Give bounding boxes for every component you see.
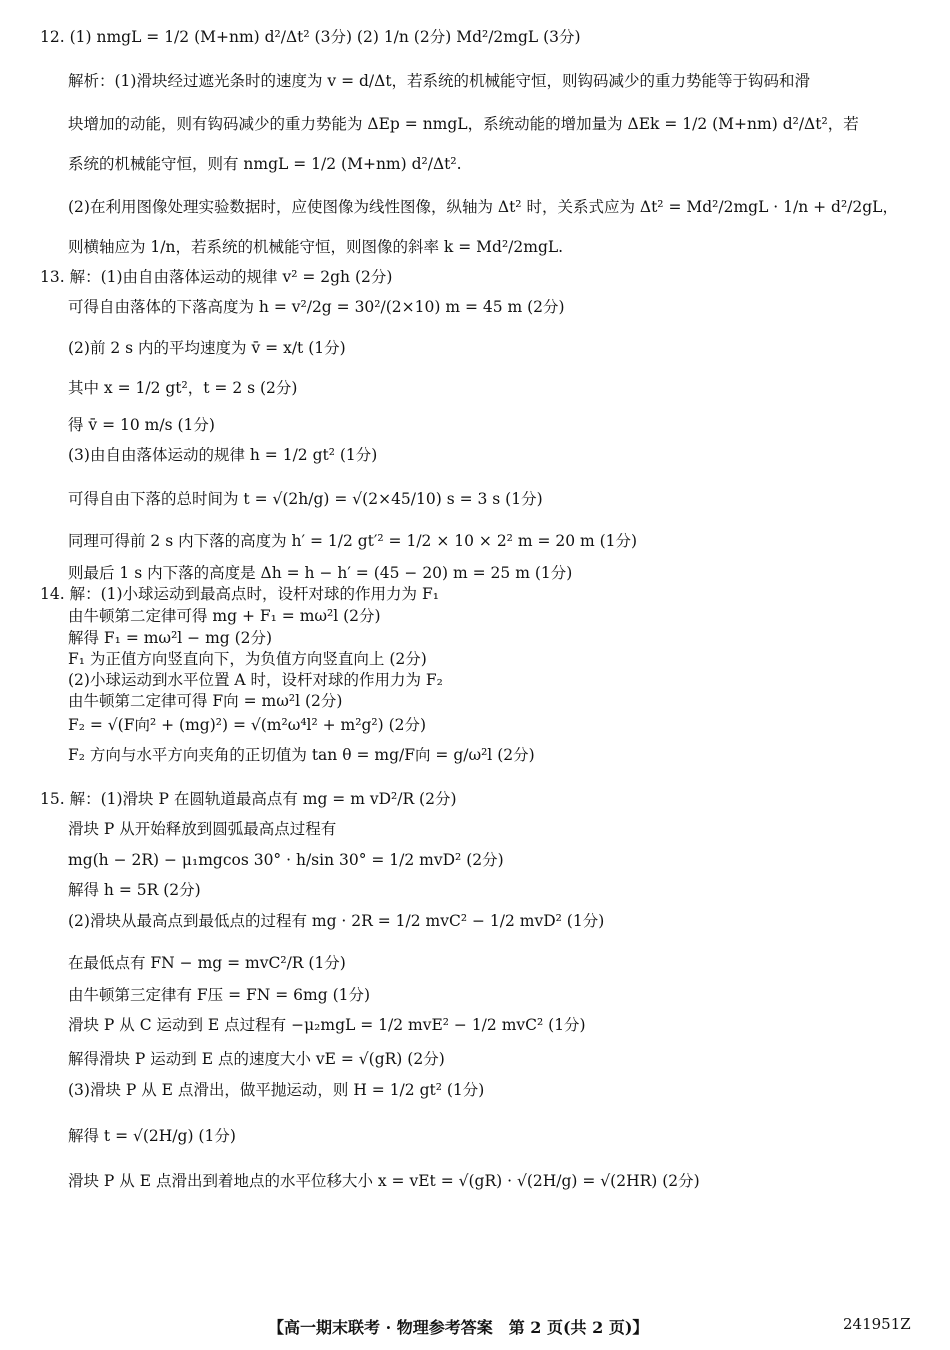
q15-solution-line: 解得 t = √(2H/g) (1分) [68, 1127, 236, 1145]
q13-solution-line: 可得自由下落的总时间为 t = √(2h/g) = √(2×45/10) s = 3 s (1分) [68, 490, 543, 508]
q12-answer-line: 12. (1) nmgL = 1/2 (M+nm) d²/Δt² (3分) (2) 1/n (2分) Md²/2mgL (3分) [40, 28, 581, 46]
q15-solution-line: 在最低点有 FN − mg = mvC²/R (1分) [68, 954, 346, 972]
q15-solution-line: (2)滑块从最高点到最低点的过程有 mg · 2R = 1/2 mvC² − 1/2 mvD² (1分) [68, 912, 605, 930]
q13-solution-line: (3)由自由落体运动的规律 h = 1/2 gt² (1分) [68, 446, 378, 464]
q14-solution-line: 解得 F₁ = mω²l − mg (2分) [68, 629, 273, 647]
q13-solution-line: 其中 x = 1/2 gt²，t = 2 s (2分) [68, 379, 298, 397]
q14-solution-line: 由牛顿第二定律可得 mg + F₁ = mω²l (2分) [68, 607, 381, 625]
q15-solution-line: (3)滑块 P 从 E 点滑出，做平抛运动，则 H = 1/2 gt² (1分) [68, 1081, 485, 1099]
q14-solution-line: 14. 解：(1)小球运动到最高点时，设杆对球的作用力为 F₁ [40, 585, 439, 603]
q13-solution-line: 可得自由落体的下落高度为 h = v²/2g = 30²/(2×10) m = 45 m (2分) [68, 298, 565, 316]
q15-solution-line: 滑块 P 从开始释放到圆弧最高点过程有 [68, 820, 337, 838]
q12-analysis-line: 块增加的动能，则有钩码减少的重力势能为 ΔEp = nmgL，系统动能的增加量为 ΔEk = 1/2 (M+nm) d²/Δt²，若 [68, 115, 859, 133]
q14-solution-line: 由牛顿第二定律可得 F向 = mω²l (2分) [68, 692, 343, 710]
q14-solution-line: (2)小球运动到水平位置 A 时，设杆对球的作用力为 F₂ [68, 671, 443, 689]
q15-solution-line: 滑块 P 从 C 运动到 E 点过程有 −μ₂mgL = 1/2 mvE² − 1/2 mvC² (1分) [68, 1016, 586, 1034]
q14-solution-line: F₂ = √(F向² + (mg)²) = √(m²ω⁴l² + m²g²) (2分) [68, 716, 427, 734]
q12-analysis-line: (2)在利用图像处理实验数据时，应使图像为线性图像，纵轴为 Δt² 时，关系式应为 Δt² = Md²/2mgL · 1/n + d²/2gL， [68, 198, 898, 216]
q13-solution-line: 则最后 1 s 内下落的高度是 Δh = h − h′ = (45 − 20) m = 25 m (1分) [68, 564, 573, 582]
q13-solution-line: 得 v̄ = 10 m/s (1分) [68, 416, 215, 434]
q15-solution-line: 滑块 P 从 E 点滑出到着地点的水平位移大小 x = vEt = √(gR) · √(2H/g) = √(2HR) (2分) [68, 1172, 700, 1190]
q13-solution-line: (2)前 2 s 内的平均速度为 v̄ = x/t (1分) [68, 339, 346, 357]
q15-solution-line: mg(h − 2R) − μ₁mgcos 30° · h/sin 30° = 1/2 mvD² (2分) [68, 851, 504, 869]
document-code: 241951Z [843, 1315, 911, 1333]
q12-analysis-line: 系统的机械能守恒，则有 nmgL = 1/2 (M+nm) d²/Δt². [68, 155, 462, 173]
q15-solution-line: 由牛顿第三定律有 F压 = FN = 6mg (1分) [68, 986, 371, 1004]
q15-solution-line: 解得滑块 P 运动到 E 点的速度大小 vE = √(gR) (2分) [68, 1050, 445, 1068]
q13-solution-line: 同理可得前 2 s 内下落的高度为 h′ = 1/2 gt′² = 1/2 × 10 × 2² m = 20 m (1分) [68, 532, 638, 550]
page-footer-title: 【高一期末联考 · 物理参考答案 第 2 页(共 2 页)】 [268, 1318, 649, 1337]
q13-solution-line: 13. 解：(1)由自由落体运动的规律 v² = 2gh (2分) [40, 268, 393, 286]
q15-solution-line: 15. 解：(1)滑块 P 在圆轨道最高点有 mg = m vD²/R (2分) [40, 790, 457, 808]
q14-solution-line: F₂ 方向与水平方向夹角的正切值为 tan θ = mg/F向 = g/ω²l (2分) [68, 746, 535, 764]
q14-solution-line: F₁ 为正值方向竖直向下，为负值方向竖直向上 (2分) [68, 650, 427, 668]
q12-analysis-line: 解析：(1)滑块经过遮光条时的速度为 v = d/Δt，若系统的机械能守恒，则钩码减少的重力势能等于钩码和滑 [68, 72, 811, 90]
q15-solution-line: 解得 h = 5R (2分) [68, 881, 201, 899]
q12-analysis-line: 则横轴应为 1/n，若系统的机械能守恒，则图像的斜率 k = Md²/2mgL. [68, 238, 564, 256]
